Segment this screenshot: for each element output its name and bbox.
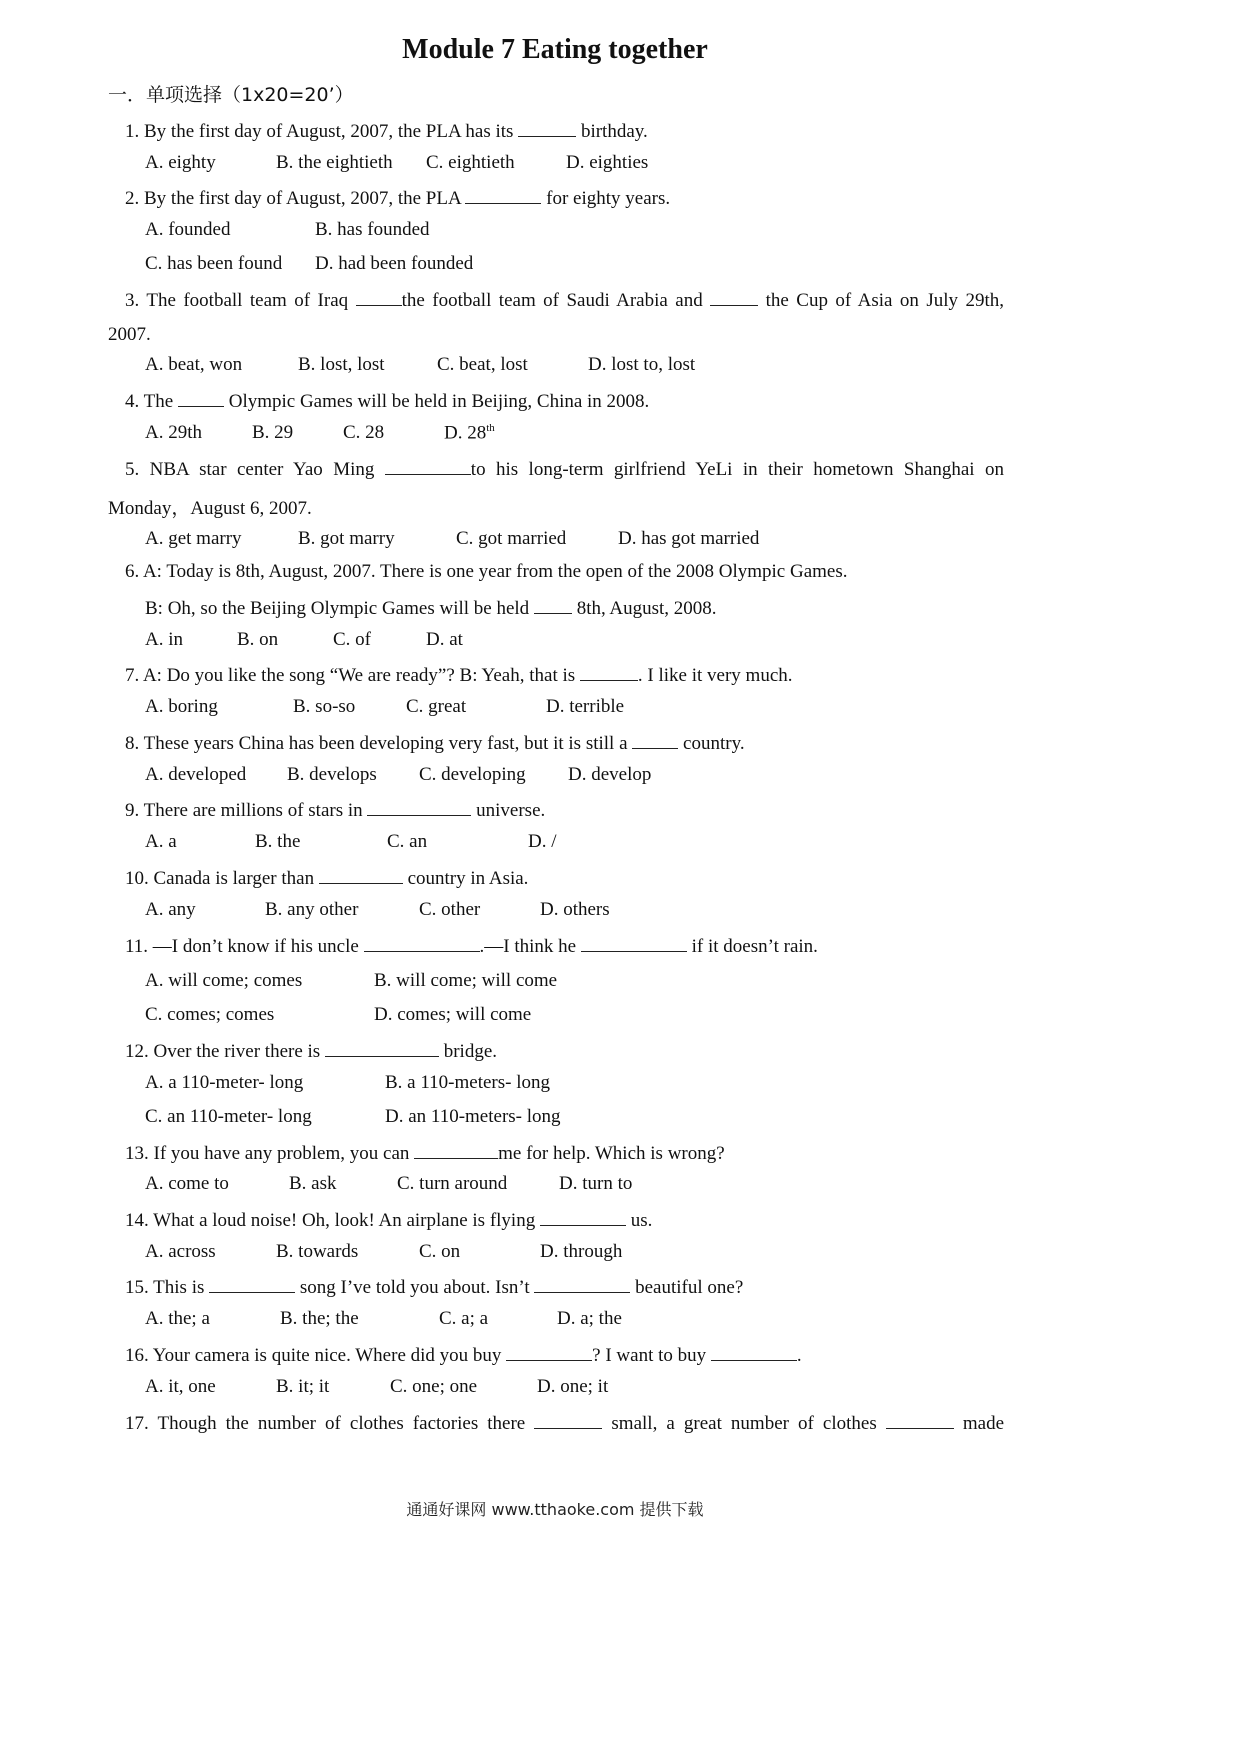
option-b: B. the eightieth bbox=[276, 152, 393, 173]
question-2 bbox=[125, 185, 670, 210]
question-text: This is bbox=[153, 1277, 205, 1298]
question-text: The football team of Iraq bbox=[146, 290, 349, 311]
option-a: A. eighty bbox=[145, 152, 216, 173]
question-text: for eighty years. bbox=[546, 188, 671, 209]
answer-blank bbox=[534, 595, 572, 614]
question-number: 4. bbox=[125, 391, 140, 412]
option-d: D. one; it bbox=[537, 1376, 609, 1397]
question-text: universe. bbox=[476, 800, 546, 821]
answer-blank bbox=[580, 662, 638, 681]
option-a: A. in bbox=[145, 629, 183, 650]
question-text: . bbox=[796, 1345, 802, 1366]
option-a: A. the; a bbox=[145, 1308, 210, 1329]
question-number: 15. bbox=[125, 1277, 149, 1298]
option-a: A. beat, won bbox=[145, 354, 243, 375]
page-title: Module 7 Eating together bbox=[402, 34, 708, 65]
answer-blank bbox=[465, 185, 541, 204]
option-c: C. eightieth bbox=[426, 152, 515, 173]
question-text: the Cup of Asia on July 29th, bbox=[765, 290, 1004, 311]
question-text: song I’ve told you about. Isn’t bbox=[299, 1277, 530, 1298]
option-a: A. it, one bbox=[145, 1376, 216, 1397]
option-a: A. come to bbox=[145, 1173, 229, 1194]
answer-blank bbox=[319, 865, 403, 884]
question-text: By the first day of August, 2007, the PLA has its bbox=[144, 121, 514, 142]
question-text: beautiful one? bbox=[635, 1277, 744, 1298]
answer-blank bbox=[385, 456, 471, 475]
option-d: D. comes; will come bbox=[374, 1004, 532, 1025]
question-text: Olympic Games will be held in Beijing, China in 2008. bbox=[228, 391, 650, 412]
option-b: B. towards bbox=[276, 1241, 359, 1262]
option-c: C. an bbox=[387, 831, 428, 852]
option-c: C. of bbox=[333, 629, 371, 650]
option-a: A. boring bbox=[145, 696, 218, 717]
option-a: A. 29th bbox=[145, 422, 202, 443]
question-6-line-2 bbox=[145, 595, 717, 620]
question-4 bbox=[125, 388, 649, 413]
option-d: D. eighties bbox=[566, 152, 649, 173]
question-number: 12. bbox=[125, 1041, 149, 1062]
question-number: 5. bbox=[125, 459, 140, 480]
option-d: D. 28th bbox=[444, 422, 495, 444]
option-a: A. will come; comes bbox=[145, 970, 303, 991]
question-1 bbox=[125, 118, 648, 143]
question-number: 8. bbox=[125, 733, 140, 754]
question-text: These years China has been developing very fast, but it is still a bbox=[143, 733, 628, 754]
question-number: 7. bbox=[125, 665, 140, 686]
question-16 bbox=[125, 1342, 802, 1367]
option-b: B. the bbox=[255, 831, 301, 852]
question-9 bbox=[125, 797, 545, 822]
option-b: B. on bbox=[237, 629, 279, 650]
question-text: NBA star center Yao Ming bbox=[149, 459, 375, 480]
answer-blank bbox=[581, 933, 687, 952]
question-7 bbox=[125, 662, 793, 687]
answer-blank bbox=[534, 1410, 602, 1429]
question-text: The bbox=[143, 391, 174, 412]
answer-blank bbox=[518, 118, 576, 137]
question-3 bbox=[108, 287, 1004, 346]
question-12 bbox=[125, 1038, 497, 1063]
option-a: A. any bbox=[145, 899, 196, 920]
question-text: Over the river there is bbox=[153, 1041, 321, 1062]
option-c: C. on bbox=[419, 1241, 461, 1262]
question-text: .—I think he bbox=[479, 936, 577, 957]
option-c: C. comes; comes bbox=[145, 1004, 275, 1025]
question-text: A: Do you like the song “We are ready”? B: Yeah, that is bbox=[142, 665, 576, 686]
option-d: D. a; the bbox=[557, 1308, 622, 1329]
question-text: If you have any problem, you can bbox=[153, 1143, 410, 1164]
answer-blank bbox=[534, 1274, 630, 1293]
question-continuation: 2007. bbox=[108, 324, 151, 345]
answer-blank bbox=[367, 797, 471, 816]
question-number: 9. bbox=[125, 800, 140, 821]
option-b: B. ask bbox=[289, 1173, 337, 1194]
question-text: . I like it very much. bbox=[637, 665, 793, 686]
option-d: D. has got married bbox=[618, 528, 760, 549]
question-number: 1. bbox=[125, 121, 140, 142]
option-d: D. others bbox=[540, 899, 610, 920]
answer-blank bbox=[325, 1038, 439, 1057]
question-number: 2. bbox=[125, 188, 140, 209]
option-a: A. developed bbox=[145, 764, 247, 785]
question-number: 6. bbox=[125, 561, 140, 582]
section-heading: 一．单项选择（1x20=20’） bbox=[108, 84, 354, 106]
question-text: bridge. bbox=[443, 1041, 498, 1062]
question-text: to his long-term girlfriend YeLi in their hometown Shanghai on bbox=[470, 459, 1004, 480]
option-c: C. an 110-meter- long bbox=[145, 1106, 312, 1127]
option-c: C. developing bbox=[419, 764, 526, 785]
answer-blank bbox=[710, 287, 758, 306]
question-number: 3. bbox=[125, 290, 140, 311]
option-c: C. other bbox=[419, 899, 481, 920]
question-17 bbox=[108, 1410, 1004, 1435]
question-text: Your camera is quite nice. Where did you buy bbox=[152, 1345, 502, 1366]
answer-blank bbox=[178, 388, 224, 407]
question-number: 17. bbox=[125, 1413, 149, 1434]
question-text: us. bbox=[630, 1210, 653, 1231]
option-b: B. so-so bbox=[293, 696, 356, 717]
question-text: There are millions of stars in bbox=[143, 800, 363, 821]
question-number: 13. bbox=[125, 1143, 149, 1164]
question-text: ? I want to buy bbox=[592, 1345, 707, 1366]
option-c: C. turn around bbox=[397, 1173, 508, 1194]
question-text: made bbox=[962, 1413, 1005, 1434]
question-text: Canada is larger than bbox=[153, 868, 315, 889]
question-text: Though the number of clothes factories there bbox=[157, 1413, 526, 1434]
question-text: 8th, August, 2008. bbox=[576, 598, 717, 619]
option-d: D. through bbox=[540, 1241, 623, 1262]
question-5 bbox=[108, 456, 1004, 520]
option-b: B. lost, lost bbox=[298, 354, 385, 375]
question-15 bbox=[125, 1274, 743, 1299]
answer-blank bbox=[356, 287, 402, 306]
answer-blank bbox=[364, 933, 480, 952]
answer-blank bbox=[414, 1140, 498, 1159]
option-d: D. / bbox=[528, 831, 557, 852]
option-c: C. has been found bbox=[145, 253, 283, 274]
option-b: B. 29 bbox=[252, 422, 294, 443]
question-text: if it doesn’t rain. bbox=[691, 936, 818, 957]
option-b: B. the; the bbox=[280, 1308, 359, 1329]
question-number: 11. bbox=[125, 936, 149, 957]
question-text: small, a great number of clothes bbox=[611, 1413, 877, 1434]
question-14 bbox=[125, 1207, 652, 1232]
option-b: B. a 110-meters- long bbox=[385, 1072, 550, 1093]
answer-blank bbox=[506, 1342, 592, 1361]
option-a: A. across bbox=[145, 1241, 216, 1262]
option-a: A. get marry bbox=[145, 528, 242, 549]
option-b: B. will come; will come bbox=[374, 970, 558, 991]
option-a: A. a bbox=[145, 831, 177, 852]
question-text: country. bbox=[683, 733, 745, 754]
question-text: What a loud noise! Oh, look! An airplane is flying bbox=[153, 1210, 536, 1231]
option-d: D. had been founded bbox=[315, 253, 474, 274]
option-a: A. a 110-meter- long bbox=[145, 1072, 304, 1093]
question-text: B: Oh, so the Beijing Olympic Games will be held bbox=[145, 598, 530, 619]
question-number: 10. bbox=[125, 868, 149, 889]
option-c: C. got married bbox=[456, 528, 567, 549]
question-text: me for help. Which is wrong? bbox=[498, 1143, 725, 1164]
question-6 bbox=[125, 561, 848, 583]
question-number: 14. bbox=[125, 1210, 149, 1231]
option-c: C. one; one bbox=[390, 1376, 478, 1397]
option-c: C. 28 bbox=[343, 422, 385, 443]
option-b: B. it; it bbox=[276, 1376, 330, 1397]
option-d: D. turn to bbox=[559, 1173, 633, 1194]
option-a: A. founded bbox=[145, 219, 231, 240]
answer-blank bbox=[711, 1342, 797, 1361]
question-11 bbox=[125, 933, 818, 958]
option-c: C. beat, lost bbox=[437, 354, 528, 375]
question-13 bbox=[125, 1140, 725, 1165]
question-text: —I don’t know if his uncle bbox=[152, 936, 359, 957]
option-d: D. terrible bbox=[546, 696, 625, 717]
option-d: D. lost to, lost bbox=[588, 354, 696, 375]
answer-blank bbox=[540, 1207, 626, 1226]
answer-blank bbox=[209, 1274, 295, 1293]
question-8 bbox=[125, 730, 745, 755]
answer-blank bbox=[632, 730, 678, 749]
option-d: D. an 110-meters- long bbox=[385, 1106, 561, 1127]
question-text: A: Today is 8th, August, 2007. There is one year from the open of the 2008 Olympic Games. bbox=[142, 561, 848, 582]
option-d: D. develop bbox=[568, 764, 652, 785]
page-footer: 通通好课网 www.tthaoke.com 提供下载 bbox=[406, 1500, 704, 1519]
option-c: C. great bbox=[406, 696, 467, 717]
option-d: D. at bbox=[426, 629, 463, 650]
option-b: B. any other bbox=[265, 899, 359, 920]
question-text: birthday. bbox=[580, 121, 648, 142]
answer-blank bbox=[886, 1410, 954, 1429]
question-text: By the first day of August, 2007, the PLA bbox=[144, 188, 461, 209]
question-text: the football team of Saudi Arabia and bbox=[401, 290, 703, 311]
question-10 bbox=[125, 865, 528, 890]
option-b: B. develops bbox=[287, 764, 377, 785]
option-c: C. a; a bbox=[439, 1308, 489, 1329]
question-text: country in Asia. bbox=[407, 868, 529, 889]
question-continuation: Monday，August 6, 2007. bbox=[108, 498, 312, 519]
option-b: B. got marry bbox=[298, 528, 395, 549]
option-b: B. has founded bbox=[315, 219, 430, 240]
question-number: 16. bbox=[125, 1345, 149, 1366]
